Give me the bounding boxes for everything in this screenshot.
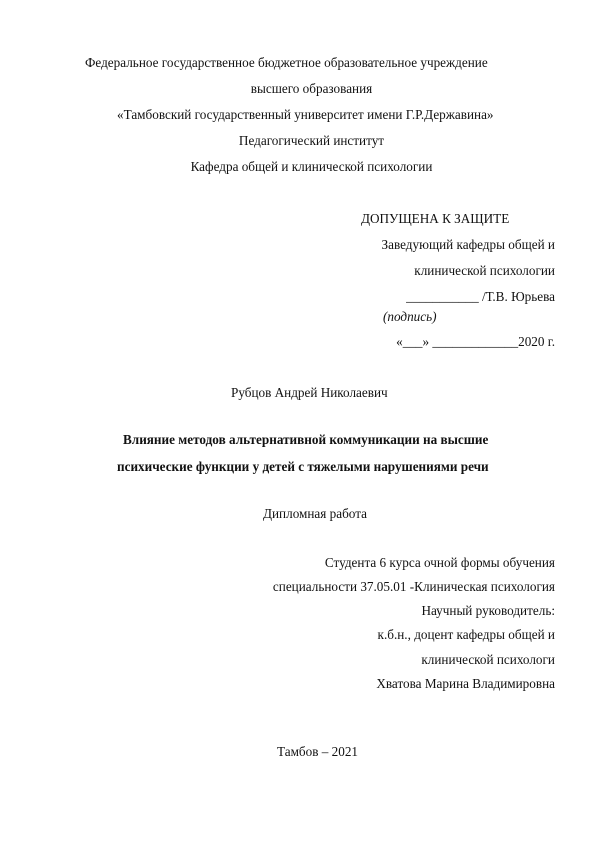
institution-line: Федеральное государственное бюджетное образовательное учреждение xyxy=(85,55,488,70)
approval-title: ДОПУЩЕНА К ЗАЩИТЕ xyxy=(361,211,510,226)
signature-line: ___________ /Т.В. Юрьева xyxy=(406,289,555,304)
approval-position: клинической психологии xyxy=(414,263,555,278)
thesis-title-line: Влияние методов альтернативной коммуникации на высшие xyxy=(123,432,489,447)
supervisor-label: Научный руководитель: xyxy=(421,603,555,618)
supervisor-position: клинической психологи xyxy=(421,652,555,667)
approval-position: Заведующий кафедры общей и xyxy=(381,237,555,252)
institution-line: высшего образования xyxy=(250,81,373,96)
signature-caption: (подпись) xyxy=(383,309,437,324)
approval-date: «___» _____________2020 г. xyxy=(396,334,555,349)
supervisor-name: Хватова Марина Владимировна xyxy=(376,676,555,691)
student-info: Студента 6 курса очной формы обучения xyxy=(324,555,555,570)
student-specialty: специальности 37.05.01 -Клиническая психология xyxy=(272,579,555,594)
institute-name: Педагогический институт xyxy=(238,133,385,148)
supervisor-position: к.б.н., доцент кафедры общей и xyxy=(377,627,555,642)
author-name: Рубцов Андрей Николаевич xyxy=(231,385,388,400)
city-year: Тамбов – 2021 xyxy=(277,744,359,759)
work-type: Дипломная работа xyxy=(263,506,368,521)
department-name: Кафедра общей и клинической психологии xyxy=(190,159,433,174)
university-name: «Тамбовский государственный университет имени Г.Р.Державина» xyxy=(117,107,494,122)
thesis-title-line: психические функции у детей с тяжелыми нарушениями речи xyxy=(117,459,489,474)
